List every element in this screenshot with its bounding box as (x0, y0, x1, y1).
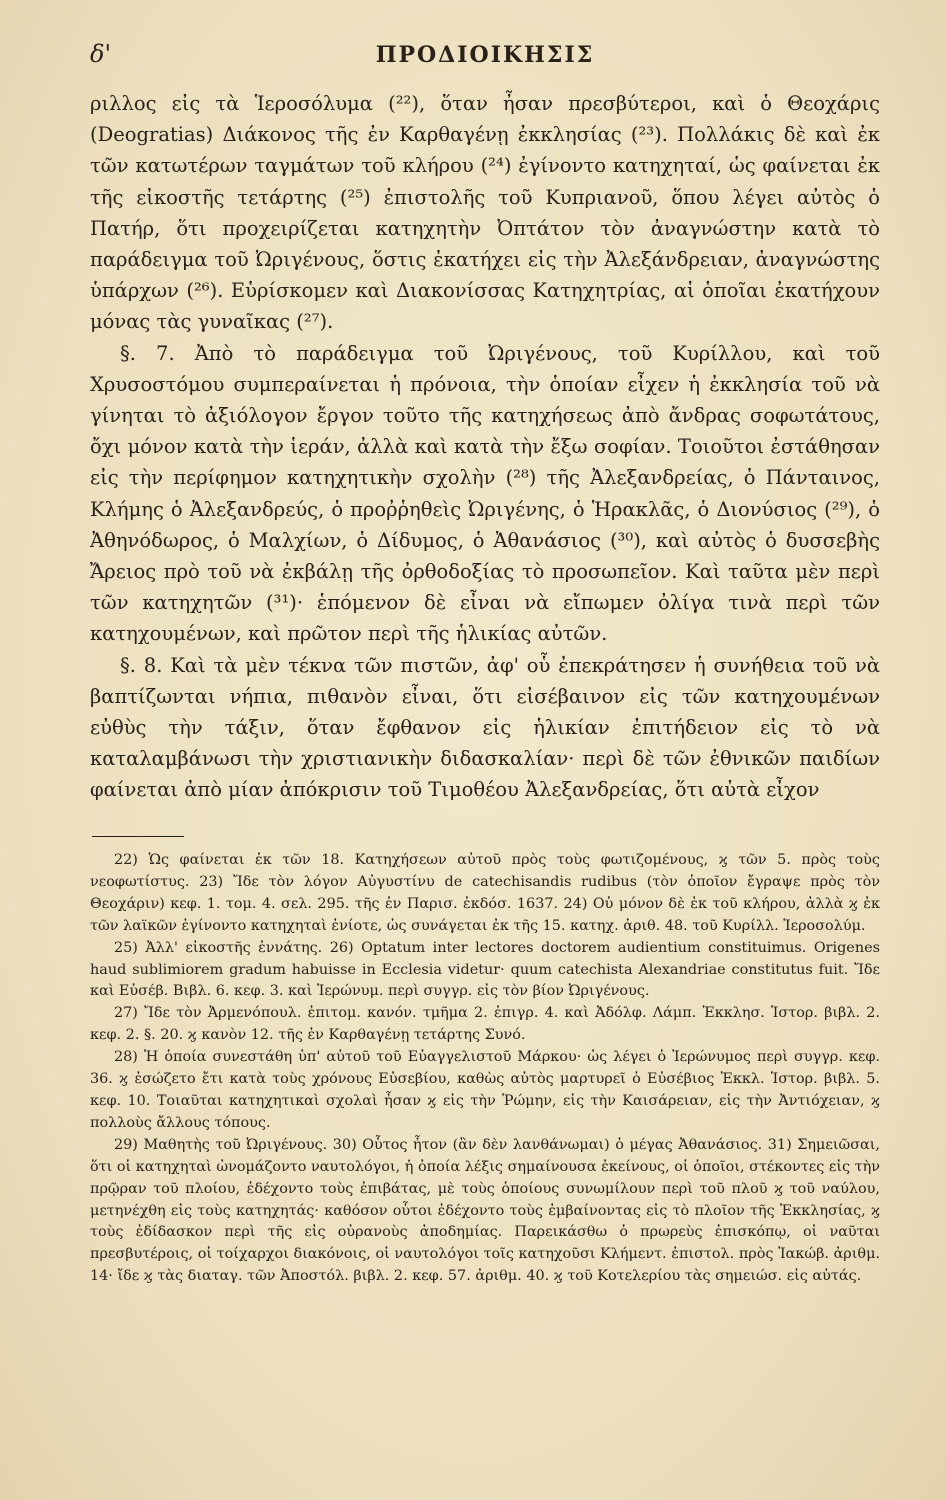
paragraph-section-7: §. 7. Ἀπὸ τὸ παράδειγμα τοῦ Ὠριγένους, τοῦ Κυρίλλου, καὶ τοῦ Χρυσοστόμου συμπεραίνεται ἡ πρόνοια, τὴν ὁποίαν εἶχεν ἡ ἐκκλησία τοῦ νὰ γίνηται τὸ ἀξιόλογον ἔργον τοῦτο τῆς κατηχήσεως ἀπὸ ἄνδρας σοφωτάτους, ὄχι μόνον κατὰ τὴν ἱεράν, ἀλλὰ καὶ κατὰ τὴν ἔξω σοφίαν. Τοιοῦτοι ἐστάθησαν εἰς τὴν περίφημον κατηχητικὴν σχολὴν (²⁸) τῆς Ἀλεξανδρείας, ὁ Πάνταινος, Κλήμης ὁ Ἀλεξανδρεύς, ὁ προῤῥηθεὶς Ὠριγένης, ὁ Ἡρακλᾶς, ὁ Διονύσιος (²⁹), ὁ Ἀθηνόδωρος, ὁ Μαλχίων, ὁ Δίδυμος, ὁ Ἀθανάσιος (³⁰), καὶ αὐτὸς ὁ δυσσεβὴς Ἄρειος πρὸ τοῦ νὰ ἐκβάλῃ τῆς ὀρθοδοξίας τὸ προσωπεῖον. Καὶ ταῦτα μὲν περὶ τῶν κατηχητῶν (³¹)· ἑπόμενον δὲ εἶναι νὰ εἴπωμεν ὀλίγα τινὰ περὶ τῶν κατηχουμένων, καὶ πρῶτον περὶ τῆς ἡλικίας αὐτῶν. (90, 341, 880, 646)
footnote-28: 28) Ἡ ὁποία συνεστάθη ὑπ' αὐτοῦ τοῦ Εὐαγγελιστοῦ Μάρκου· ὡς λέγει ὁ Ἱερώνυμος περὶ συγγρ. κεφ. 36. ϗ ἐσώζετο ἔτι κατὰ τοὺς χρόνους Εὐσεβίου, καθὼς αὐτὸς μαρτυρεῖ ὁ Εὐσέβιος Ἐκκλ. Ἱστορ. βιβλ. 5. κεφ. 10. Τοιαῦται κατηχητικαὶ σχολαὶ ἦσαν ϗ εἰς τὴν Ῥώμην, εἰς τὴν Καισάρειαν, εἰς τὴν Ἀντιόχειαν, ϗ πολλοὺς ἄλλους τόπους. (90, 1049, 880, 1131)
page-number: δ' (90, 40, 112, 68)
footnote-22-24: 22) Ὡς φαίνεται ἐκ τῶν 18. Κατηχήσεων αὐτοῦ πρὸς τοὺς φωτιζομένους, ϗ τῶν 5. πρὸς τοὺς νεοφωτίστυς. 23) Ἴδε τὸν λόγον Αὐγυστίνυ de catechisandis rudibus (τὸν ὁποῖον ἔγραψε πρὸς τὸν Θεοχάριν) κεφ. 1. τομ. 4. σελ. 295. τῆς ἐν Παρισ. ἐκδόσ. 1637. 24) Οὐ μόνον δὲ ἐκ τοῦ κλήρου, ἀλλὰ ϗ ἐκ τῶν λαϊκῶν ἐγίνοντο κατηχηταὶ ἐνίοτε, ὡς συνάγεται ἐκ τῆς 15. κατηχ. ἀριθ. 48. τοῦ Κυρίλλ. Ἱεροσολύμ. (90, 852, 880, 934)
running-title: ΠΡΟΔΙΟΙΚΗΣΙΣ (375, 42, 595, 68)
paragraph-section-8: §. 8. Καὶ τὰ μὲν τέκνα τῶν πιστῶν, ἀφ' οὗ ἐπεκράτησεν ἡ συνήθεια τοῦ νὰ βαπτίζωνται νήπια, πιθανὸν εἶναι, ὅτι εἰσέβαινον εἰς τῶν κατηχουμένων εὐθὺς τὴν τάξιν, ὅταν ἔφθανον εἰς ἡλικίαν ἐπιτήδειον εἰς τὸ νὰ καταλαμβάνωσι τὴν χριστιανικὴν διδασκαλίαν· περὶ δὲ τῶν ἐθνικῶν παιδίων φαίνεται ἀπὸ μίαν ἀπόκρισιν τοῦ Τιμοθέου Ἀλεξανδρείας, ὅτι αὐτὰ εἶχον (90, 653, 880, 802)
paragraph-continuation: ριλλος εἰς τὰ Ἱεροσόλυμα (²²), ὅταν ἦσαν πρεσβύτεροι, καὶ ὁ Θεοχάρις (Deogratias) Διάκονος τῆς ἐν Καρθαγένῃ ἐκκλησίας (²³). Πολλάκις δὲ καὶ ἐκ τῶν κατωτέρων ταγμάτων τοῦ κλήρου (²⁴) ἐγίνοντο κατηχηταί, ὡς φαίνεται ἐκ τῆς εἰκοστῆς τετάρτης (²⁵) ἐπιστολῆς τοῦ Κυπριανοῦ, ὅπου λέγει αὐτὸς ὁ Πατήρ, ὅτι προχειρίζεται κατηχητὴν Ὀπτάτον τὸν ἀναγνώστην κατὰ τὸ παράδειγμα τοῦ Ὠριγένους, ὅστις ἐκατήχει εἰς τὴν Ἀλεξάνδρειαν, ἀναγνώστης ὑπάρχων (²⁶). Εὑρίσκομεν καὶ Διακονίσσας Κατηχητρίας, αἱ ὁποῖαι ἐκατήχουν μόνας τὰς γυναῖκας (²⁷). (90, 92, 880, 334)
footnote-divider (92, 836, 184, 837)
footnotes (90, 850, 880, 1288)
footnote-29-31: 29) Μαθητὴς τοῦ Ὠριγένους. 30) Οὗτος ἦτον (ἂν δὲν λανθάνωμαι) ὁ μέγας Ἀθανάσιος. 31) Σημειῶσαι, ὅτι οἱ κατηχηταὶ ὠνομάζοντο ναυτολόγοι, ἡ ὁποία λέξις σημαίνουσα ἐκείνους, οἱ ὁποῖοι, στέκοντες εἰς τὴν πρῷραν τοῦ πλοίου, ἐδέχοντο τοὺς ἐπιβάτας, μὲ τοὺς ὁποίους συνωμίλουν περὶ τοῦ πλοῦ ϗ τοῦ ναύλου, μετηνέχθη εἰς τοὺς κατηχητάς· καθόσον οὗτοι ἐδέχοντο τοὺς ἐμβαίνοντας εἰς τὸ πλοῖον τῆς Ἐκκλησίας, ϗ τοὺς ἐδίδασκον περὶ τῆς εἰς οὐρανοὺς ἀποδημίας. Παρεικάσθω ὁ πρωρεὺς ἐπισκόπῳ, οἱ ναῦται πρεσβυτέροις, οἱ τοίχαρχοι διακόνοις, οἱ ναυτολόγοι τοῖς κατηχοῦσι Κλήμεντ. ἐπιστολ. πρὸς Ἰακώβ. ἀριθμ. 14· ἴδε ϗ τὰς διαταγ. τῶν Ἀποστόλ. βιβλ. 2. κεφ. 57. ἀριθμ. 40. ϗ τοῦ Κοτελερίου τὰς σημειώσ. εἰς αὐτάς. (90, 1136, 880, 1285)
main-text (90, 88, 880, 806)
footnote-27: 27) Ἴδε τὸν Ἀρμενόπουλ. ἐπιτομ. κανόν. τμῆμα 2. ἐπιγρ. 4. καὶ Ἀδόλφ. Λάμπ. Ἐκκλησ. Ἱστορ. βιβλ. 2. κεφ. 2. §. 20. ϗ κανὸν 12. τῆς ἐν Καρθαγένῃ τετάρτης Συνό. (90, 1005, 880, 1044)
footnote-25-26: 25) Ἀλλ' εἰκοστῆς ἐννάτης. 26) Optatum inter lectores doctorem audientium constituimus. Origenes haud sublimiorem gradum habuisse in Ecclesia videtur· quum catechista Alexandriae constitutus fuit. Ἴδε καὶ Εὐσέβ. Βιβλ. 6. κεφ. 3. καὶ Ἱερώνυμ. περὶ συγγρ. εἰς τὸν βίον Ὠριγένους. (90, 939, 880, 1000)
page-header (90, 40, 880, 76)
